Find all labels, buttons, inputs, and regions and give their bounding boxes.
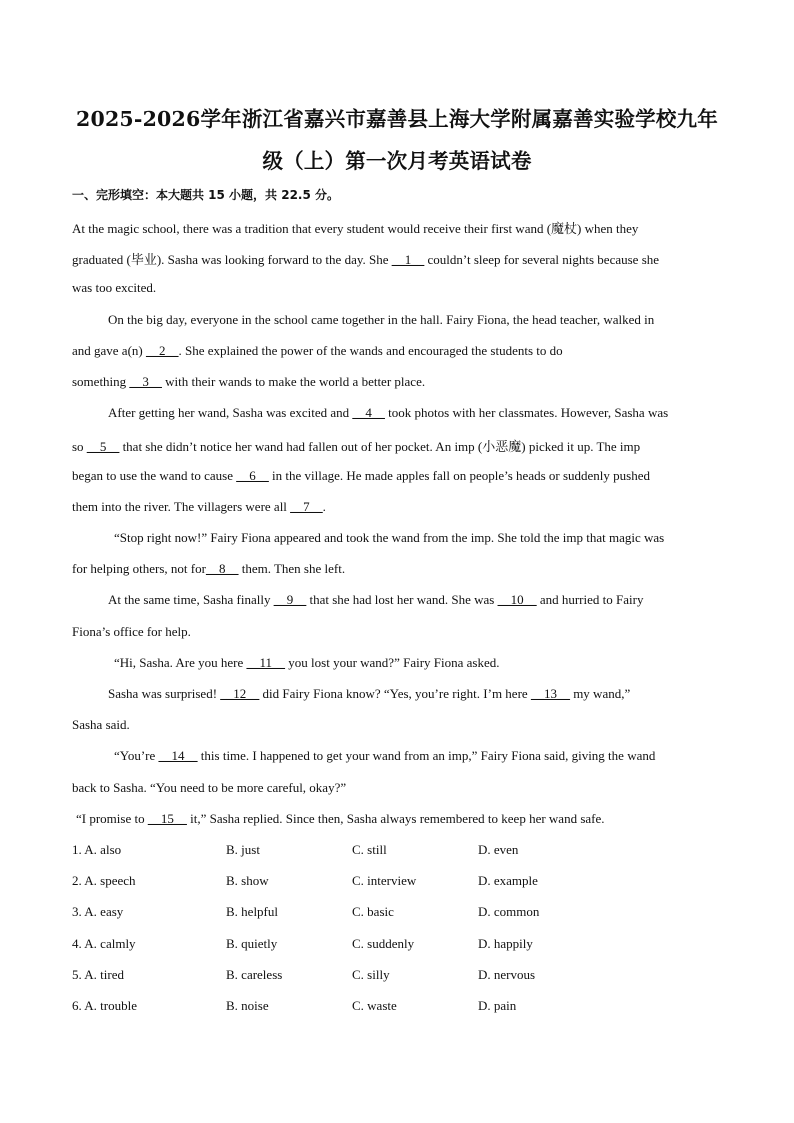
passage-line: them into the river. The villagers were all __7__.	[72, 499, 326, 514]
blank-4: __4__	[352, 405, 385, 420]
option-b[interactable]: B. just	[226, 842, 260, 857]
passage-line: “You’re __14__ this time. I happened to get your wand from an imp,” Fairy Fiona said, giving the wand	[114, 748, 656, 763]
option-a[interactable]: A. trouble	[84, 998, 138, 1013]
blank-3: __3__	[129, 374, 162, 389]
option-a[interactable]: A. speech	[84, 873, 136, 888]
blank-7: __7__	[290, 499, 323, 514]
option-c[interactable]: C. waste	[352, 998, 397, 1013]
blank-15: __15__	[147, 811, 187, 826]
option-a[interactable]: A. tired	[84, 967, 125, 982]
question-number: 3. A. easy	[72, 904, 124, 919]
passage-line: At the magic school, there was a tradition that every student would receive their first wand (魔杖) when they	[72, 221, 639, 236]
exam-title-line-2: 级（上）第一次月考英语试卷	[262, 149, 532, 173]
passage-line: back to Sasha. “You need to be more careful, okay?”	[72, 780, 347, 795]
option-a[interactable]: A. calmly	[84, 936, 136, 951]
option-b[interactable]: B. helpful	[226, 904, 278, 919]
option-b[interactable]: B. quietly	[226, 936, 278, 951]
passage-line: so __5__ that she didn’t notice her wand had fallen out of her pocket. An imp (小恶魔) picked it up. The imp	[72, 439, 641, 454]
passage-line: and gave a(n) __2__. She explained the power of the wands and encouraged the students to do	[72, 343, 563, 358]
option-d[interactable]: D. pain	[478, 998, 517, 1013]
passage-line: “I promise to __15__ it,” Sasha replied. Since then, Sasha always remembered to keep her wand safe.	[76, 811, 605, 826]
passage-line: “Hi, Sasha. Are you here __11__ you lost your wand?” Fairy Fiona asked.	[114, 655, 500, 670]
passage-line: Sasha was surprised! __12__ did Fairy Fiona know? “Yes, you’re right. I’m here __13__ my wand,”	[108, 686, 631, 701]
blank-9: __9__	[273, 592, 307, 607]
passage-line: began to use the wand to cause __6__ in the village. He made apples fall on people’s heads or suddenly pushed	[72, 468, 650, 483]
passage-line: “Stop right now!” Fairy Fiona appeared and took the wand from the imp. She told the imp that magic was	[114, 530, 665, 545]
passage-line: for helping others, not for__8__ them. Then she left.	[72, 561, 346, 576]
passage-line: On the big day, everyone in the school came together in the hall. Fairy Fiona, the head teacher, walked in	[108, 312, 655, 327]
option-d[interactable]: D. happily	[478, 936, 533, 951]
blank-12: __12__	[220, 686, 260, 701]
exam-title-line-1: 2025-2026学年浙江省嘉兴市嘉善县上海大学附属嘉善实验学校九年	[76, 107, 718, 131]
question-number: 4. A. calmly	[72, 936, 136, 951]
question-number: 1. A. also	[72, 842, 122, 857]
option-b[interactable]: B. show	[226, 873, 269, 888]
passage-line: Sasha said.	[72, 717, 130, 732]
passage-line: graduated (毕业). Sasha was looking forward to the day. She __1__ couldn’t sleep for several nights because she	[72, 252, 660, 267]
option-c[interactable]: C. suddenly	[352, 936, 415, 951]
option-b[interactable]: B. careless	[226, 967, 283, 982]
option-c[interactable]: C. still	[352, 842, 387, 857]
question-number: 6. A. trouble	[72, 998, 138, 1013]
passage-line: At the same time, Sasha finally __9__ that she had lost her wand. She was __10__ and hurried to Fairy	[108, 592, 644, 607]
blank-5: __5__	[86, 439, 120, 454]
blank-13: __13__	[530, 686, 570, 701]
blank-14: __14__	[158, 748, 198, 763]
option-b[interactable]: B. noise	[226, 998, 269, 1013]
option-d[interactable]: D. common	[478, 904, 540, 919]
option-a[interactable]: A. easy	[84, 904, 124, 919]
option-d[interactable]: D. even	[478, 842, 519, 857]
blank-10: __10__	[497, 592, 537, 607]
blank-8: __8__	[205, 561, 239, 576]
passage-line: was too excited.	[72, 280, 157, 295]
blank-6: __6__	[236, 468, 269, 483]
passage-line: After getting her wand, Sasha was excited and __4__ took photos with her classmates. However, Sasha was	[108, 405, 669, 420]
passage-line: Fiona’s office for help.	[72, 624, 191, 639]
passage-line: something __3__ with their wands to make the world a better place.	[72, 374, 426, 389]
option-c[interactable]: C. interview	[352, 873, 417, 888]
question-number: 2. A. speech	[72, 873, 136, 888]
blank-11: __11__	[246, 655, 286, 670]
question-number: 5. A. tired	[72, 967, 125, 982]
blank-1: __1__	[391, 252, 425, 267]
option-a[interactable]: A. also	[84, 842, 122, 857]
blank-2: __2__	[146, 343, 179, 358]
section-heading: 一、完形填空：本大题共 15 小题，共 22.5 分。	[72, 188, 340, 202]
option-d[interactable]: D. nervous	[478, 967, 536, 982]
option-d[interactable]: D. example	[478, 873, 538, 888]
option-c[interactable]: C. silly	[352, 967, 390, 982]
option-c[interactable]: C. basic	[352, 904, 394, 919]
